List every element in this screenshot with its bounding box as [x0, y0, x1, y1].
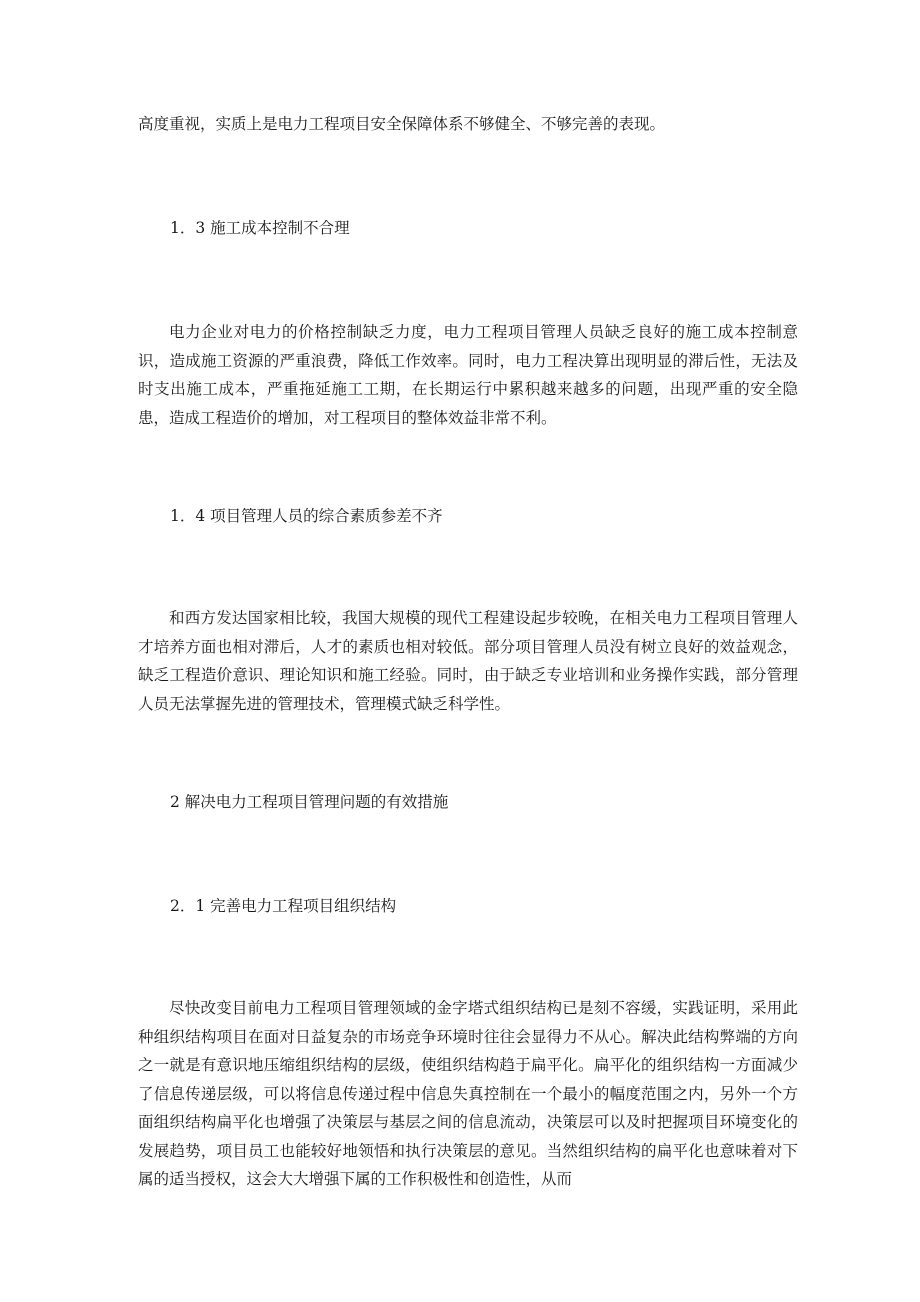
section-heading-2: 2 解决电力工程项目管理问题的有效措施 — [170, 793, 449, 811]
paragraph-cost-control: 电力企业对电力的价格控制缺乏力度，电力工程项目管理人员缺乏良好的施工成本控制意识，造成施工资源的严重浪费，降低工作效率。同时，电力工程决算出现明显的滞后性，无法及时支出施工成本，严重拖延施工工期，在长期运行中累积越来越多的问题，出现严重的安全隐患，造成工程造价的增加，对工程项目的整体效益非常不利。 — [138, 323, 798, 427]
section-heading-1-3: 1．3 施工成本控制不合理 — [170, 219, 350, 237]
paragraph-personnel-quality: 和西方发达国家相比较，我国大规模的现代工程建设起步较晚，在相关电力工程项目管理人才培养方面也相对滞后，人才的素质也相对较低。部分项目管理人员没有树立良好的效益观念，缺乏工程造价意识、理论知识和施工经验。同时，由于缺乏专业培训和业务操作实践，部分管理人员无法掌握先进的管理技术，管理模式缺乏科学性。 — [138, 609, 798, 713]
continuation-text: 高度重视，实质上是电力工程项目安全保障体系不够健全、不够完善的表现。 — [138, 115, 666, 133]
section-heading-1-4: 1．4 项目管理人员的综合素质参差不齐 — [170, 507, 443, 525]
paragraph-organization-structure: 尽快改变目前电力工程项目管理领域的金字塔式组织结构已是刻不容缓，实践证明，采用此种组织结构项目在面对日益复杂的市场竞争环境时往往会显得力不从心。解决此结构弊端的方向之一就是有意识地压缩组织结构的层级，使组织结构趋于扁平化。扁平化的组织结构一方面减少了信息传递层级，可以将信息传递过程中信息失真控制在一个最小的幅度范围之内，另外一个方面组织结构扁平化也增强了决策层与基层之间的信息流动，决策层可以及时把握项目环境变化的发展趋势，项目员工也能较好地领悟和执行决策层的意见。当然组织结构的扁平化也意味着对下属的适当授权，这会大大增强下属的工作积极性和创造性，从而 — [138, 999, 798, 1188]
section-heading-2-1: 2．1 完善电力工程项目组织结构 — [170, 897, 397, 915]
